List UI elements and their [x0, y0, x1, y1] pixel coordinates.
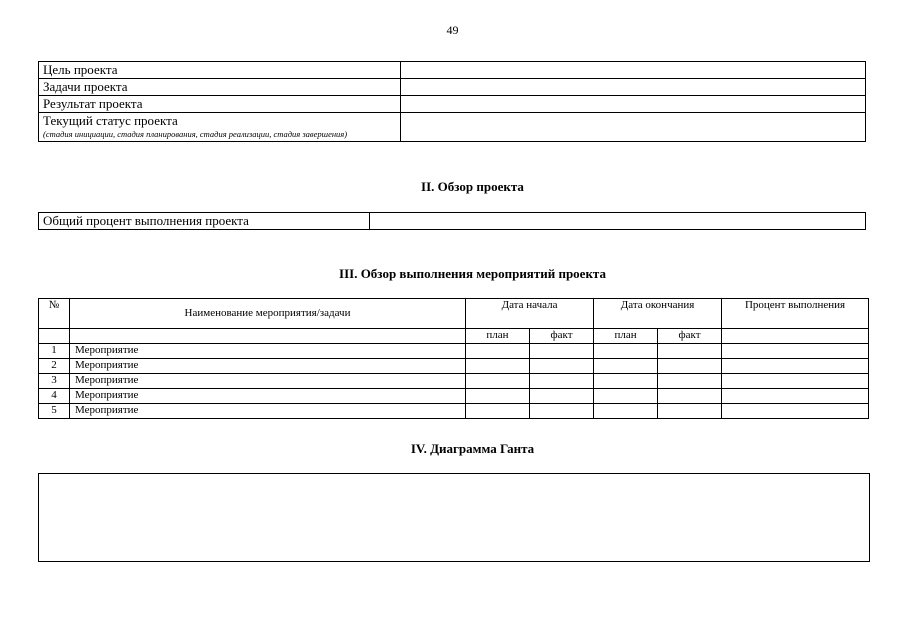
section-3-title: III. Обзор выполнения мероприятий проекта [339, 266, 606, 281]
start-fact-cell[interactable] [530, 389, 594, 404]
tasks-label: Задачи проекта [39, 79, 401, 96]
percent-cell[interactable] [722, 404, 869, 419]
end-plan-cell[interactable] [594, 374, 658, 389]
row-name: Мероприятие [70, 389, 466, 404]
percent-cell[interactable] [722, 374, 869, 389]
end-fact-cell[interactable] [658, 344, 722, 359]
project-info-table [38, 61, 866, 142]
table-header-row [39, 299, 869, 329]
start-plan-cell[interactable] [466, 374, 530, 389]
row-name: Мероприятие [70, 359, 466, 374]
start-fact-cell[interactable] [530, 404, 594, 419]
table-row [39, 389, 869, 404]
section-2-title: II. Обзор проекта [421, 179, 524, 194]
tasks-value[interactable] [401, 79, 866, 96]
table-row [39, 96, 866, 113]
start-plan-cell[interactable] [466, 359, 530, 374]
result-label: Результат проекта [39, 96, 401, 113]
subheader-empty [39, 329, 70, 344]
header-end-date: Дата окончания [594, 299, 722, 329]
table-row [39, 113, 866, 142]
table-row [39, 374, 869, 389]
result-value[interactable] [401, 96, 866, 113]
goal-label: Цель проекта [39, 62, 401, 79]
start-fact-header: факт [530, 329, 594, 344]
header-start-date: Дата начала [466, 299, 594, 329]
start-plan-header: план [466, 329, 530, 344]
gantt-chart-area[interactable] [38, 473, 870, 562]
header-num: № [39, 299, 70, 329]
project-overview-table [38, 212, 866, 230]
table-row [39, 359, 869, 374]
table-row [39, 404, 869, 419]
end-plan-cell[interactable] [594, 359, 658, 374]
header-name: Наименование мероприятия/задачи [70, 299, 466, 329]
table-row [39, 62, 866, 79]
end-fact-cell[interactable] [658, 404, 722, 419]
row-num: 2 [39, 359, 70, 374]
row-name: Мероприятие [70, 344, 466, 359]
percent-cell[interactable] [722, 344, 869, 359]
row-name: Мероприятие [70, 374, 466, 389]
start-plan-cell[interactable] [466, 344, 530, 359]
row-num: 4 [39, 389, 70, 404]
end-fact-cell[interactable] [658, 359, 722, 374]
status-cell [39, 113, 401, 142]
percent-cell[interactable] [722, 359, 869, 374]
end-fact-header: факт [658, 329, 722, 344]
table-row [39, 213, 866, 230]
row-num: 3 [39, 374, 70, 389]
subheader-empty [70, 329, 466, 344]
status-value[interactable] [401, 113, 866, 142]
start-fact-cell[interactable] [530, 359, 594, 374]
end-fact-cell[interactable] [658, 374, 722, 389]
table-row [39, 344, 869, 359]
header-percent: Процент выполнения [722, 299, 869, 329]
end-plan-cell[interactable] [594, 389, 658, 404]
subheader-empty [722, 329, 869, 344]
start-fact-cell[interactable] [530, 344, 594, 359]
table-subheader-row [39, 329, 869, 344]
overall-percent-label: Общий процент выполнения проекта [39, 213, 370, 230]
start-plan-cell[interactable] [466, 389, 530, 404]
end-fact-cell[interactable] [658, 389, 722, 404]
overall-percent-value[interactable] [370, 213, 866, 230]
table-row [39, 79, 866, 96]
row-num: 1 [39, 344, 70, 359]
start-plan-cell[interactable] [466, 404, 530, 419]
page-number: 49 [446, 23, 459, 37]
end-plan-cell[interactable] [594, 404, 658, 419]
row-name: Мероприятие [70, 404, 466, 419]
end-plan-header: план [594, 329, 658, 344]
row-num: 5 [39, 404, 70, 419]
start-fact-cell[interactable] [530, 374, 594, 389]
activities-table [38, 298, 869, 419]
section-4-title: IV. Диаграмма Ганта [410, 441, 535, 456]
status-label: Текущий статус проекта [43, 113, 178, 128]
goal-value[interactable] [401, 62, 866, 79]
status-note: (стадия инициации, стадия планирования, стадия реализации, стадия завершения) [43, 129, 348, 139]
end-plan-cell[interactable] [594, 344, 658, 359]
percent-cell[interactable] [722, 389, 869, 404]
